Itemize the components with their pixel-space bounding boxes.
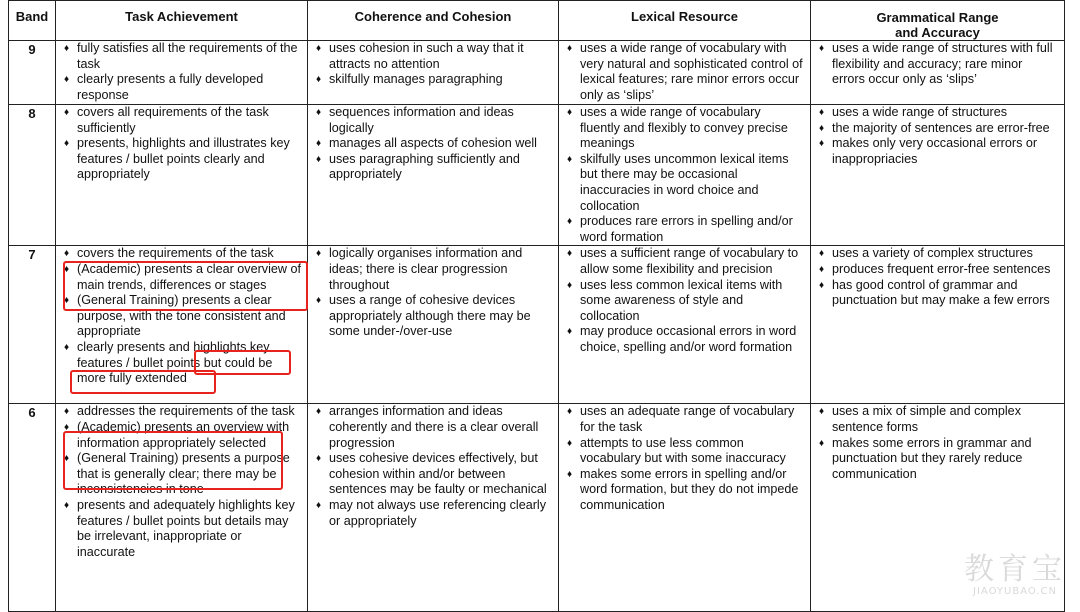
- lexical-resource-cell: [559, 41, 811, 105]
- descriptor-item: ♦ logically organises information and ideas; there is clear progression throughout: [314, 246, 552, 293]
- band-number: 7: [9, 246, 56, 404]
- lexical-resource-list: [559, 41, 810, 103]
- coherence-cohesion-cell: [308, 246, 559, 404]
- descriptor-item: ♦ addresses the requirements of the task: [62, 404, 301, 420]
- band-row: [9, 246, 1065, 404]
- header-band: Band: [9, 1, 56, 41]
- task-achievement-cell: [56, 404, 308, 612]
- lexical-resource-list: [559, 105, 810, 245]
- coherence-cohesion-list: [308, 41, 558, 88]
- header-lexical-resource: Lexical Resource: [559, 1, 811, 41]
- lexical-resource-cell: [559, 404, 811, 612]
- descriptor-item: ♦ makes only very occasional errors or inappropriacies: [817, 136, 1058, 167]
- band-descriptor-table: [8, 0, 1065, 612]
- descriptor-item: ♦ uses a mix of simple and complex sentence forms: [817, 404, 1058, 435]
- descriptor-item: ♦ arranges information and ideas coherently and there is a clear overall progression: [314, 404, 552, 451]
- descriptor-item: ♦ sequences information and ideas logically: [314, 105, 552, 136]
- descriptor-item: ♦ uses a range of cohesive devices appropriately although there may be some under-/over-use: [314, 293, 552, 340]
- coherence-cohesion-cell: [308, 105, 559, 246]
- watermark-url: JIAOYUBAO.CN: [973, 586, 1057, 597]
- descriptor-item: ♦ presents and adequately highlights key features / bullet points but details may be irrelevant, inappropriate or inaccurate: [62, 498, 301, 560]
- header-grammatical-range: [811, 1, 1065, 41]
- grammatical-range-cell: [811, 246, 1065, 404]
- header-coherence-cohesion: Coherence and Cohesion: [308, 1, 559, 41]
- coherence-cohesion-cell: [308, 404, 559, 612]
- grammatical-range-cell: [811, 105, 1065, 246]
- grammatical-range-list: [811, 105, 1064, 167]
- descriptor-item: ♦ clearly presents a fully developed response: [62, 72, 301, 103]
- descriptor-item: ♦ may produce occasional errors in word choice, spelling and/or word formation: [565, 324, 804, 355]
- watermark-logo-text: 教育宝: [964, 552, 1066, 587]
- descriptor-item: ♦ skilfully uses uncommon lexical items but there may be occasional inaccuracies in word choice and collocation: [565, 152, 804, 214]
- descriptor-item: ♦ (Academic) presents a clear overview of main trends, differences or stages: [62, 262, 301, 293]
- descriptor-item: ♦ uses an adequate range of vocabulary for the task: [565, 404, 804, 435]
- grammatical-range-cell: [811, 41, 1065, 105]
- descriptor-item: ♦ attempts to use less common vocabulary but with some inaccuracy: [565, 436, 804, 467]
- lexical-resource-list: [559, 246, 810, 355]
- header-task-achievement: Task Achievement: [56, 1, 308, 41]
- descriptor-item: ♦ (Academic) presents an overview with information appropriately selected: [62, 420, 301, 451]
- descriptor-item: ♦ uses a sufficient range of vocabulary to allow some flexibility and precision: [565, 246, 804, 277]
- lexical-resource-cell: [559, 246, 811, 404]
- lexical-resource-cell: [559, 105, 811, 246]
- band-number: 8: [9, 105, 56, 246]
- descriptor-item: ♦ may not always use referencing clearly or appropriately: [314, 498, 552, 529]
- descriptor-item: ♦ uses a wide range of structures with full flexibility and accuracy; rare minor errors occur only as ‘slips’: [817, 41, 1058, 88]
- lexical-resource-list: [559, 404, 810, 513]
- descriptor-item: ♦ uses a variety of complex structures: [817, 246, 1058, 262]
- band-number: 6: [9, 404, 56, 612]
- coherence-cohesion-list: [308, 105, 558, 183]
- task-achievement-cell: [56, 105, 308, 246]
- descriptor-item: ♦ has good control of grammar and punctuation but may make a few errors: [817, 278, 1058, 309]
- descriptor-item: ♦ the majority of sentences are error-free: [817, 121, 1058, 137]
- grammatical-range-list: [811, 404, 1064, 482]
- task-achievement-list: [56, 41, 307, 103]
- descriptor-item: ♦ uses a wide range of structures: [817, 105, 1058, 121]
- task-achievement-list: [56, 246, 307, 386]
- task-achievement-cell: [56, 246, 308, 404]
- band-rows: [9, 41, 1065, 612]
- descriptor-item: ♦ covers the requirements of the task: [62, 246, 301, 262]
- descriptor-item: ♦ clearly presents and highlights key features / bullet points but could be more fully extended: [62, 340, 301, 387]
- descriptor-item: ♦ uses cohesion in such a way that it attracts no attention: [314, 41, 552, 72]
- descriptor-item: ♦ covers all requirements of the task sufficiently: [62, 105, 301, 136]
- descriptor-item: ♦ presents, highlights and illustrates key features / bullet points clearly and appropriately: [62, 136, 301, 183]
- coherence-cohesion-cell: [308, 41, 559, 105]
- grammatical-range-list: [811, 41, 1064, 88]
- descriptor-item: ♦ uses a wide range of vocabulary fluently and flexibly to convey precise meanings: [565, 105, 804, 152]
- descriptor-item: ♦ produces frequent error-free sentences: [817, 262, 1058, 278]
- descriptor-item: ♦ uses a wide range of vocabulary with very natural and sophisticated control of lexical features; rare minor errors occur only as ‘slips’: [565, 41, 804, 103]
- descriptor-item: ♦ makes some errors in grammar and punctuation but they rarely reduce communication: [817, 436, 1058, 483]
- descriptor-item: ♦ (General Training) presents a clear purpose, with the tone consistent and appropriate: [62, 293, 301, 340]
- task-achievement-list: [56, 404, 307, 560]
- descriptor-item: ♦ uses cohesive devices effectively, but cohesion within and/or between sentences may be faulty or mechanical: [314, 451, 552, 498]
- grammatical-range-list: [811, 246, 1064, 308]
- site-watermark: [964, 554, 1066, 597]
- descriptor-item: ♦ manages all aspects of cohesion well: [314, 136, 552, 152]
- descriptor-item: ♦ makes some errors in spelling and/or word formation, but they do not impede communication: [565, 467, 804, 514]
- band-number: 9: [9, 41, 56, 105]
- task-achievement-list: [56, 105, 307, 183]
- descriptor-item: ♦ uses less common lexical items with some awareness of style and collocation: [565, 278, 804, 325]
- header-row: [9, 1, 1065, 41]
- coherence-cohesion-list: [308, 404, 558, 529]
- header-grammatical-range-label: Grammatical Range and Accuracy: [876, 10, 999, 40]
- descriptor-item: ♦ skilfully manages paragraphing: [314, 72, 552, 88]
- band-row: [9, 105, 1065, 246]
- band-row: [9, 404, 1065, 612]
- band-row: [9, 41, 1065, 105]
- task-achievement-cell: [56, 41, 308, 105]
- descriptor-item: ♦ produces rare errors in spelling and/or word formation: [565, 214, 804, 245]
- coherence-cohesion-list: [308, 246, 558, 340]
- descriptor-item: ♦ fully satisfies all the requirements of the task: [62, 41, 301, 72]
- descriptor-item: ♦ (General Training) presents a purpose that is generally clear; there may be inconsistencies in tone: [62, 451, 301, 498]
- descriptor-item: ♦ uses paragraphing sufficiently and appropriately: [314, 152, 552, 183]
